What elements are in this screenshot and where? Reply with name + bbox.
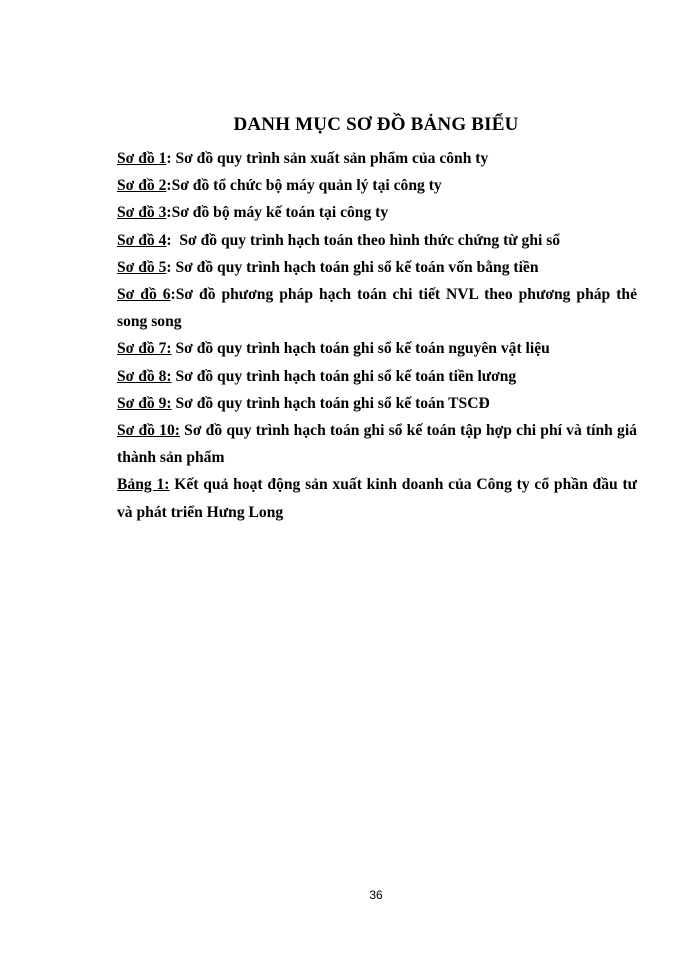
entry-ref: Sơ đồ 7: xyxy=(117,340,172,358)
entry-ref: Sơ đồ 6 xyxy=(117,286,171,304)
list-entry-7 xyxy=(117,335,637,362)
list-entry-5 xyxy=(117,254,637,281)
list-entry-9 xyxy=(117,390,637,417)
entry-separator: : xyxy=(166,177,172,195)
entry-separator: : xyxy=(166,258,176,276)
entry-separator: : xyxy=(166,150,176,167)
list-entry-8 xyxy=(117,363,637,390)
page-number: 36 xyxy=(369,888,383,902)
entry-text: Kết quả hoạt động sản xuất kinh doanh của Công ty cổ phần đầu tư và phát triển Hưng Long xyxy=(117,476,637,521)
list-entry-11 xyxy=(117,471,637,525)
entry-ref: Sơ đồ 10: xyxy=(117,422,180,440)
entry-text: Sơ đồ quy trình hạch toán ghi sổ kế toán tiền lương xyxy=(175,367,517,385)
entry-ref: Sơ đồ 3 xyxy=(117,204,167,222)
entry-text: Sơ đồ tổ chức bộ máy quản lý tại công ty xyxy=(171,177,442,195)
list-entry-6 xyxy=(117,281,637,335)
entry-ref: Sơ đồ 2 xyxy=(117,177,167,195)
entry-text: Sơ đồ quy trình hạch toán ghi sổ kế toán vốn bằng tiền xyxy=(175,258,539,276)
list-entry-1 xyxy=(117,145,637,172)
list-entry-2 xyxy=(117,172,637,199)
entry-ref: Sơ đồ 9: xyxy=(117,394,172,412)
entry-separator: : xyxy=(166,231,180,249)
list-entry-10 xyxy=(117,417,637,471)
entry-text: Sơ đồ phương pháp hạch toán chi tiết NVL theo phương pháp thẻ song song xyxy=(117,286,637,331)
entry-ref: Sơ đồ 1 xyxy=(117,150,167,167)
entry-text: Sơ đồ bộ máy kế toán tại công ty xyxy=(171,204,389,222)
entry-separator: : xyxy=(170,286,176,304)
entry-ref: Sơ đồ 5 xyxy=(117,258,167,276)
entry-ref: Sơ đồ 4 xyxy=(117,231,167,249)
entry-ref: Sơ đồ 8: xyxy=(117,367,172,385)
entry-text: Sơ đồ quy trình sản xuất sản phẩm của cônh ty xyxy=(175,150,489,167)
entry-text: Sơ đồ quy trình hạch toán ghi sổ kế toán nguyên vật liệu xyxy=(175,340,550,358)
entry-separator: : xyxy=(166,204,172,222)
list-entry-4 xyxy=(117,227,637,254)
figure-table-list xyxy=(117,145,637,526)
entry-text: Sơ đồ quy trình hạch toán theo hình thức chứng từ ghi sổ xyxy=(179,231,561,249)
entry-text: Sơ đồ quy trình hạch toán ghi sổ kế toán TSCĐ xyxy=(175,394,490,412)
entry-ref: Bảng 1: xyxy=(117,476,170,494)
list-entry-3 xyxy=(117,199,637,226)
entry-text: Sơ đồ quy trình hạch toán ghi sổ kế toán tập hợp chi phí và tính giá thành sản phẩm xyxy=(117,422,637,467)
page-title: DANH MỤC SƠ ĐỒ BẢNG BIỂU xyxy=(233,114,519,135)
